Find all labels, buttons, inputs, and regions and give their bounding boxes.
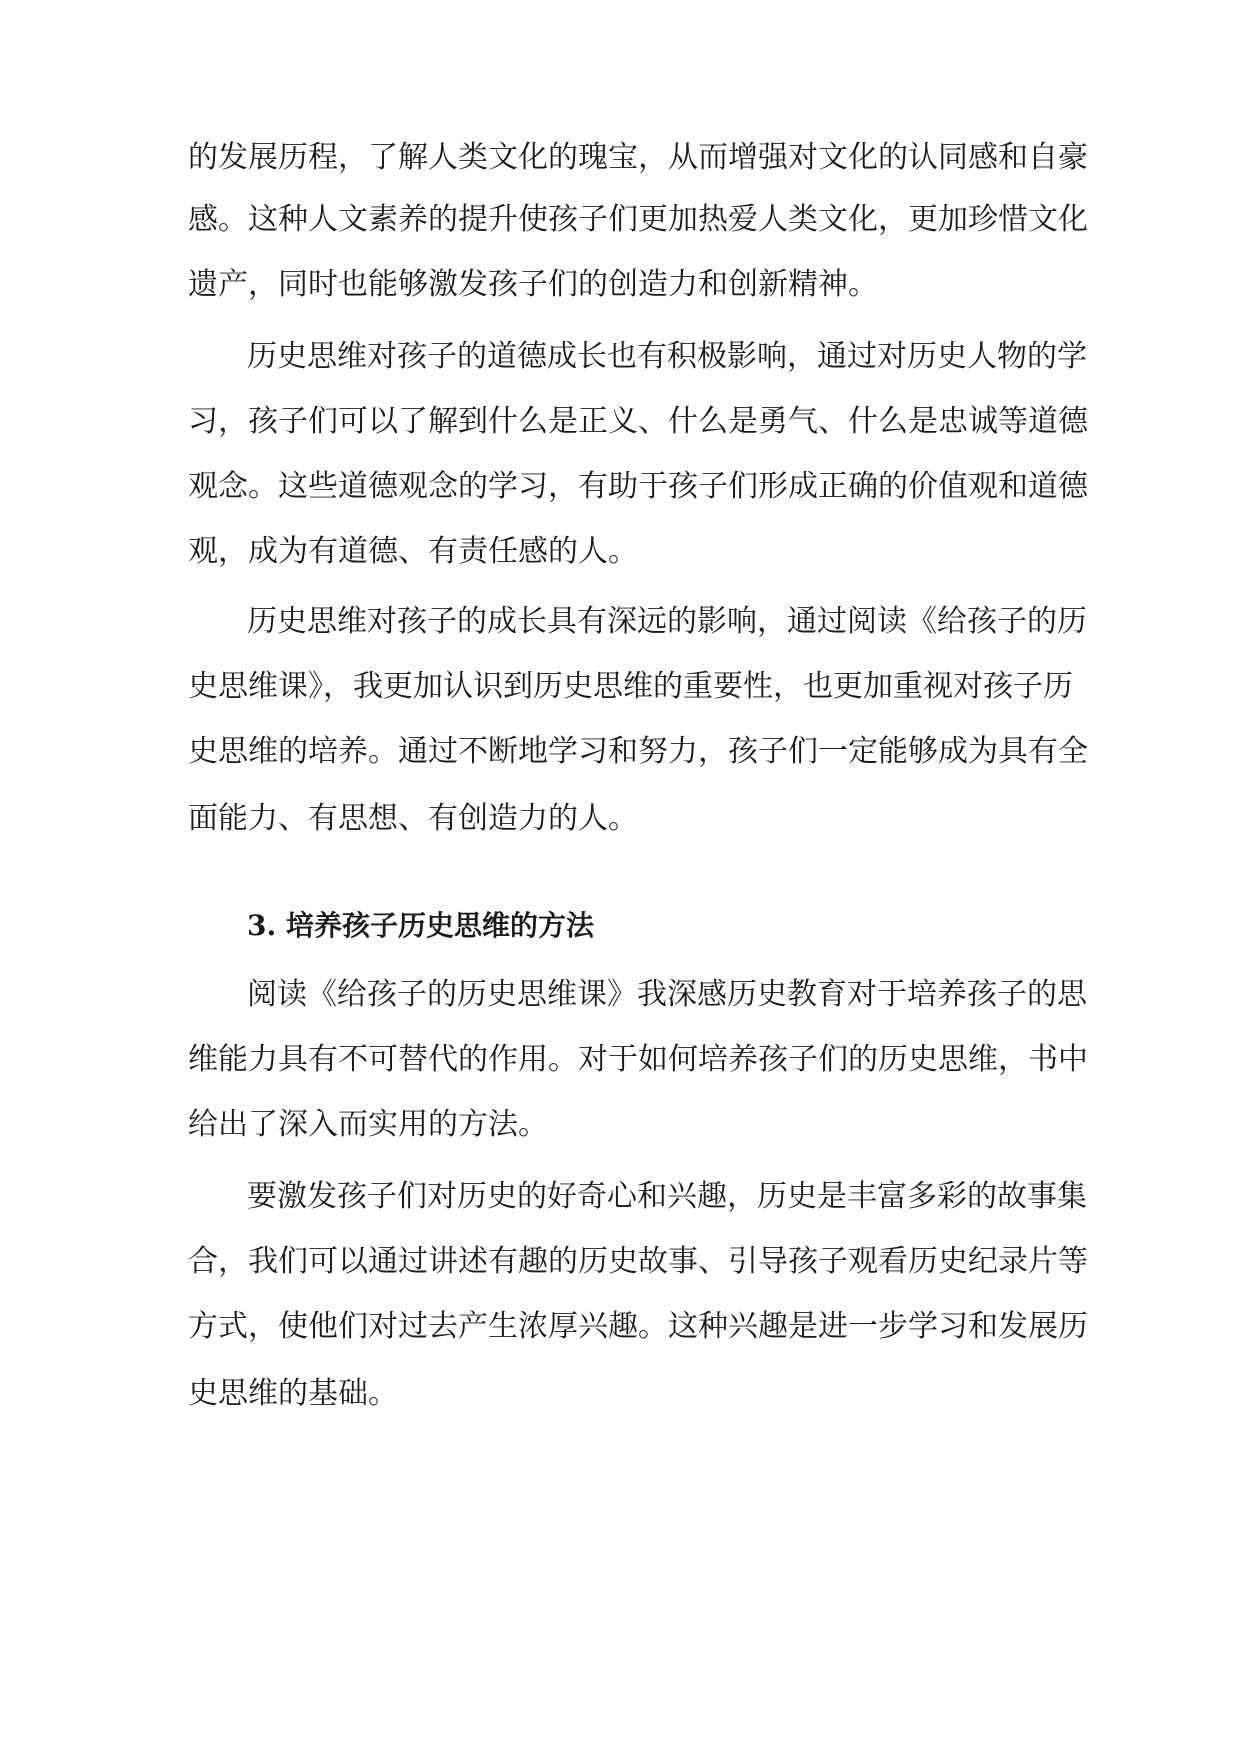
paragraph-2-line-2: 习，孩子们可以了解到什么是正义、什么是勇气、什么是忠诚等道德 (188, 404, 1088, 439)
paragraph-5-line-3: 方式，使他们对过去产生浓厚兴趣。这种兴趣是进一步学习和发展历 (188, 1309, 1088, 1344)
paragraph-3-line-2: 史思维课》，我更加认识到历史思维的重要性，也更加重视对孩子历 (188, 669, 1073, 704)
paragraph-2-line-1: 历史思维对孩子的道德成长也有积极影响，通过对历史人物的学 (247, 339, 1087, 374)
paragraph-5-line-2: 合，我们可以通过讲述有趣的历史故事、引导孩子观看历史纪录片等 (188, 1244, 1088, 1279)
paragraph-4-line-3: 给出了深入而实用的方法。 (188, 1107, 548, 1142)
paragraph-4-line-1: 阅读《给孩子的历史思维课》我深感历史教育对于培养孩子的思 (247, 977, 1087, 1012)
paragraph-5-line-4: 史思维的基础。 (188, 1376, 398, 1411)
section-heading: 3. 培养孩子历史思维的方法 (247, 909, 594, 942)
paragraph-2-line-3: 观念。这些道德观念的学习，有助于孩子们形成正确的价值观和道德 (188, 469, 1088, 504)
paragraph-1-line-3: 遗产，同时也能够激发孩子们的创造力和创新精神。 (188, 267, 878, 302)
paragraph-3-line-3: 史思维的培养。通过不断地学习和努力，孩子们一定能够成为具有全 (188, 734, 1088, 769)
paragraph-4-line-2: 维能力具有不可替代的作用。对于如何培养孩子们的历史思维，书中 (188, 1042, 1088, 1077)
paragraph-1-line-2: 感。这种人文素养的提升使孩子们更加热爱人类文化，更加珍惜文化 (188, 202, 1088, 237)
paragraph-5-line-1: 要激发孩子们对历史的好奇心和兴趣，历史是丰富多彩的故事集 (247, 1179, 1087, 1214)
paragraph-3-line-1: 历史思维对孩子的成长具有深远的影响，通过阅读《给孩子的历 (247, 604, 1087, 639)
paragraph-3-line-4: 面能力、有思想、有创造力的人。 (188, 801, 638, 836)
paragraph-2-line-4: 观，成为有道德、有责任感的人。 (188, 534, 638, 569)
paragraph-1-line-1: 的发展历程，了解人类文化的瑰宝，从而增强对文化的认同感和自豪 (188, 140, 1088, 175)
